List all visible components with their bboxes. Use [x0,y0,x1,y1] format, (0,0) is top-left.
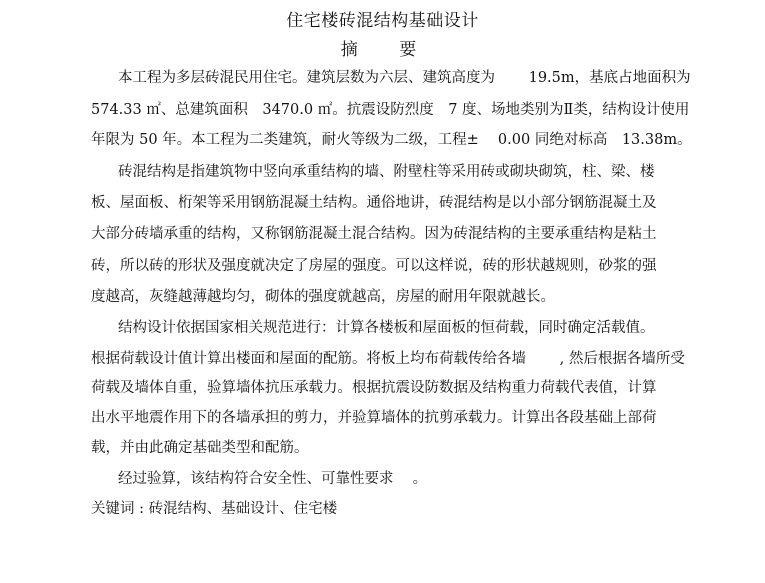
abstract-line-7: 砖，所以砖的形状及强度就决定了房屋的强度。可以这样说，砖的形状越规则，砂浆的强 [91,258,657,274]
abstract-line-11: 荷载及墙体自重，验算墙体抗压承载力。根据抗震设防数据及结构重力荷载代表值，计算 [91,380,657,396]
abstract-line-4: 砖混结构是指建筑物中竖向承重结构的墙、附壁柱等采用砖或砌块砌筑，柱、梁、楼 [118,164,655,180]
abstract-line-9: 结构设计依据国家相关规范进行：计算各楼板和屋面板的恒荷载，同时确定活载值。 [118,320,655,336]
abstract-line-3: 年限为 50 年。本工程为二类建筑，耐火等级为二级，工程± 0.00 同绝对标高 13.38m。 [91,132,692,148]
abstract-line-5: 板、屋面板、桁架等采用钢筋混凝土结构。通俗地讲，砖混结构是以小部分钢筋混凝土及 [91,195,657,211]
abstract-line-10: 根据荷载设计值计算出楼面和屋面的配筋。将板上均布荷载传给各墙 , 然后根据各墙所受 [91,351,685,367]
abstract-line-14: 经过验算，该结构符合安全性、可靠性要求 。 [118,471,428,487]
abstract-line-2: 574.33 ㎡、总建筑面积 3470.0 ㎡。抗震设防烈度 7 度、场地类别为Ⅱ类，结构设计使用 [91,102,690,118]
keywords-line: 关键词 : 砖混结构、基础设计、住宅楼 [91,501,338,517]
abstract-line-13: 载，并由此确定基础类型和配筋。 [91,440,309,456]
abstract-line-6: 大部分砖墙承重的结构，又称钢筋混凝土混合结构。因为砖混结构的主要承重结构是粘土 [91,226,657,242]
abstract-heading: 摘 要 [340,40,435,60]
abstract-line-12: 出水平地震作用下的各墙承担的剪力，并验算墙体的抗剪承载力。计算出各段基础上部荷 [91,410,657,426]
document-title: 住宅楼砖混结构基础设计 [286,11,479,31]
abstract-line-8: 度越高，灰缝越薄越均匀，砌体的强度就越高，房屋的耐用年限就越长。 [91,289,555,305]
abstract-line-1: 本工程为多层砖混民用住宅。建筑层数为六层、建筑高度为 19.5m，基底占地面积为 [118,70,691,86]
